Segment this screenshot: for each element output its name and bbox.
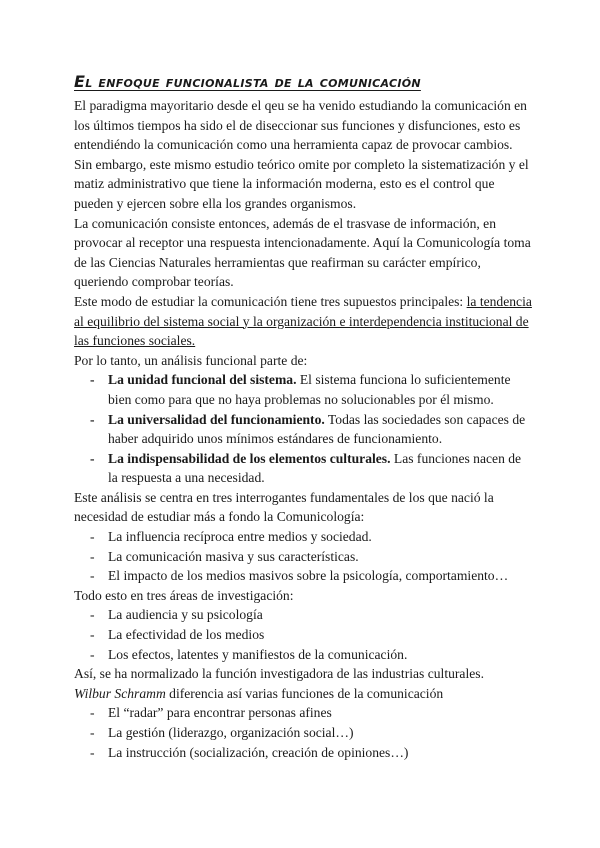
list-item xyxy=(74,645,534,665)
item-text: La instrucción (socialización, creación de opiniones…) xyxy=(108,744,409,760)
dash-bullet: - xyxy=(90,627,95,643)
dash-bullet: - xyxy=(90,705,95,721)
list-item xyxy=(74,743,534,763)
dash-bullet: - xyxy=(90,529,95,545)
item-text: Los efectos, latentes y manifiestos de la comunicación. xyxy=(108,646,408,662)
dash-bullet: - xyxy=(90,744,95,760)
paragraph-areas-intro: Todo esto en tres áreas de investigación: xyxy=(74,587,294,603)
dash-bullet: - xyxy=(90,372,95,388)
schramm-text: diferencia así varias funciones de la comunicación xyxy=(165,685,444,701)
item-text: Las funciones nacen de la respuesta a una necesidad. xyxy=(108,450,522,486)
list-item xyxy=(74,370,534,409)
dash-bullet: - xyxy=(90,411,95,427)
assumptions-underlined: la tendencia al equilibrio del sistema social y la organización e interdependencia institucional de las funciones sociales. xyxy=(74,293,532,349)
dash-bullet: - xyxy=(90,548,95,564)
paragraph-assumptions xyxy=(74,292,534,351)
dash-bullet: - xyxy=(90,646,95,662)
list-item xyxy=(74,527,534,547)
dash-bullet: - xyxy=(90,450,95,466)
paragraph-schramm xyxy=(74,684,534,704)
item-text: La influencia recíproca entre medios y sociedad. xyxy=(108,529,372,545)
paragraph-normalized: Así, se ha normalizado la función investigadora de las industrias culturales. xyxy=(74,666,484,682)
item-text: El impacto de los medios masivos sobre la psicología, comportamiento… xyxy=(108,568,509,584)
item-text: El sistema funciona lo suficientemente bien como para que no haya problemas no solucionables por él mismo. xyxy=(108,372,511,407)
item-text: Todas las sociedades son capaces de haber adquirido unos mínimos estándares de funcionamiento. xyxy=(108,411,526,447)
list-item xyxy=(74,547,534,567)
paragraph-functional-intro: Por lo tanto, un análisis funcional parte de: xyxy=(74,352,308,368)
item-text: La gestión (liderazgo, organización social…) xyxy=(108,725,354,740)
paragraph-questions-intro: Este análisis se centra en tres interrogantes fundamentales de los que nació la necesidad de estudiar más a fondo la Comunicología: xyxy=(74,489,494,525)
list-item xyxy=(74,449,534,488)
list-item xyxy=(74,703,534,723)
list-item xyxy=(74,625,534,645)
list-item xyxy=(74,605,534,625)
areas-list xyxy=(74,605,534,664)
item-heading: La indispensabilidad de los elementos culturales. xyxy=(108,450,391,466)
document-body xyxy=(74,96,534,762)
assumptions-text: Este modo de estudiar la comunicación tiene tres supuestos principales: xyxy=(74,293,467,309)
functional-list xyxy=(74,370,534,488)
item-heading: La universalidad del funcionamiento. xyxy=(108,411,325,427)
item-text: La efectividad de los medios xyxy=(108,627,265,643)
paragraph-definition: La comunicación consiste entonces, además de el trasvase de información, en provocar al receptor una respuesta intencionadamente. Aquí la Comunicología toma de las Ciencias Naturales herramientas que reafirman su carácter empírico, queriendo comprobar teorías. xyxy=(74,215,531,290)
item-text: La comunicación masiva y sus características. xyxy=(108,548,359,564)
item-text: La audiencia y su psicología xyxy=(108,607,263,623)
dash-bullet: - xyxy=(90,607,95,623)
dash-bullet: - xyxy=(90,725,95,740)
author-name: Wilbur Schramm xyxy=(74,685,166,701)
page-title: El enfoque funcionalista de la comunicación xyxy=(74,72,421,91)
list-item xyxy=(74,723,534,743)
item-heading: La unidad funcional del sistema. xyxy=(108,372,297,388)
paragraph-intro: El paradigma mayoritario desde el qeu se ha venido estudiando la comunicación en los últimos tiempos ha sido el de diseccionar sus funciones y disfunciones, esto es entendiéndo la comunicación como una herramienta capaz de provocar cambios. Sin embargo, este mismo estudio teórico omite por completo la sistematización y el matiz administrativo que tiene la información moderna, esto es el control que pueden y ejercen sobre ella los grandes organismos. xyxy=(74,98,529,211)
list-item xyxy=(74,566,534,586)
schramm-list xyxy=(74,703,534,762)
list-item xyxy=(74,410,534,449)
questions-list xyxy=(74,527,534,586)
dash-bullet: - xyxy=(90,568,95,584)
item-text: El “radar” para encontrar personas afines xyxy=(108,705,332,721)
